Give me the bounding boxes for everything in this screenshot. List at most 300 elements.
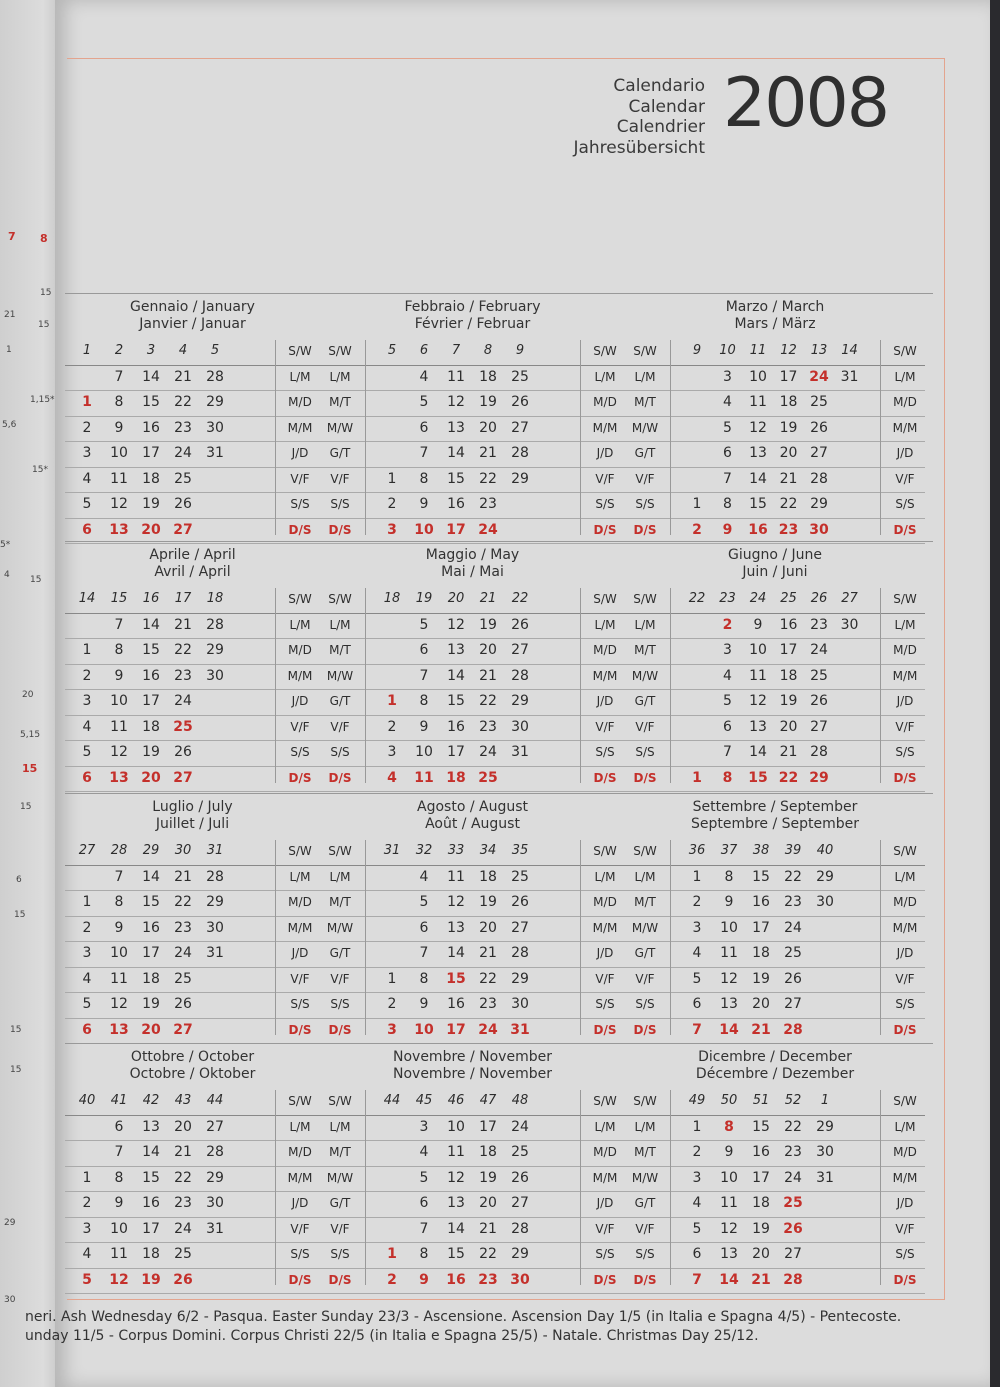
week-number: 28 <box>110 843 128 858</box>
week-number: 46 <box>447 1093 465 1108</box>
day-number: 20 <box>479 642 497 658</box>
weekday-label: J/D <box>291 694 309 708</box>
month-title-line: Août / August <box>425 816 520 832</box>
month-title <box>625 799 925 833</box>
left-page-number: 1 <box>6 345 12 355</box>
day-number: 31 <box>510 1021 530 1038</box>
day-number: 2 <box>692 1144 702 1160</box>
month-title-line: Settembre / September <box>692 799 858 815</box>
weekday-label: V/F <box>635 471 655 486</box>
day-number: 25 <box>511 1144 529 1160</box>
day-number: 24 <box>810 642 828 658</box>
day-row <box>65 468 320 494</box>
footnote-line-2: unday 11/5 - Corpus Domini. Corpus Christi 22/5 (in Italia e Spagna 25/5) - Natale. Christmas Day 25/12. <box>25 1328 759 1344</box>
week-number: 24 <box>749 591 767 606</box>
day-number: 31 <box>206 945 224 961</box>
month-title <box>320 799 625 833</box>
weekday-label: V/F <box>595 1221 615 1236</box>
day-number: 29 <box>511 470 529 487</box>
column-divider <box>275 588 276 783</box>
day-number: 20 <box>479 919 497 936</box>
column-divider <box>580 840 581 1035</box>
month-title-line: Février / Februar <box>414 316 531 332</box>
left-page-number: 15* <box>32 465 48 475</box>
day-row <box>65 366 320 392</box>
week-number: 14 <box>841 343 858 358</box>
day-number: 2 <box>82 1195 92 1211</box>
day-number: 30 <box>511 996 529 1012</box>
day-number: 20 <box>779 445 798 461</box>
weekday-label: J/D <box>896 694 914 708</box>
week-number: 14 <box>78 591 96 606</box>
weekday-label: S/W <box>288 844 312 858</box>
day-number: 16 <box>752 894 770 910</box>
day-number: 16 <box>142 1195 160 1211</box>
month-block <box>65 293 320 543</box>
day-row <box>65 690 320 716</box>
day-row <box>65 891 320 917</box>
weekday-label: S/W <box>288 1094 312 1108</box>
week-number: 12 <box>780 343 797 358</box>
weekday-label: L/M <box>594 869 616 884</box>
day-number: 27 <box>810 718 828 735</box>
weekday-label: S/S <box>635 745 655 759</box>
weekday-label: M/M <box>892 920 918 935</box>
weekday-label: M/T <box>634 895 656 909</box>
weekday-label: M/D <box>593 895 617 909</box>
month-block <box>320 793 625 1043</box>
day-number: 9 <box>114 419 124 436</box>
day-number: 21 <box>779 470 798 487</box>
day-number: 12 <box>447 394 465 410</box>
day-number: 14 <box>142 368 160 385</box>
week-number: 45 <box>415 1093 433 1108</box>
weekday-label: M/T <box>329 395 351 409</box>
day-number: 19 <box>752 970 770 987</box>
day-number: 29 <box>816 868 834 885</box>
weekday-label: S/S <box>330 1247 350 1261</box>
weekday-label: S/S <box>290 1247 310 1261</box>
day-number: 5 <box>419 394 429 410</box>
week-number: 35 <box>511 843 529 858</box>
weekday-label: S/S <box>635 497 655 511</box>
column-divider <box>580 1090 581 1285</box>
day-number: 3 <box>82 1220 92 1237</box>
weekday-label: G/T <box>634 694 656 708</box>
day-number: 6 <box>114 1118 124 1135</box>
day-number: 30 <box>840 616 859 633</box>
weekday-label: J/D <box>596 946 614 960</box>
week-number: 6 <box>419 343 429 358</box>
day-number: 4 <box>419 1144 429 1160</box>
day-number: 21 <box>174 1144 192 1160</box>
day-number: 11 <box>110 1246 128 1262</box>
weekday-label: M/M <box>592 420 618 435</box>
weekday-label: L/M <box>894 869 916 884</box>
weekday-label: S/W <box>328 844 352 858</box>
weekday-label: D/S <box>893 770 917 785</box>
day-number: 21 <box>479 445 497 461</box>
day-number: 12 <box>447 616 465 633</box>
weekday-label: M/T <box>634 1145 656 1159</box>
day-number: 16 <box>748 521 768 538</box>
week-number: 22 <box>688 591 706 606</box>
day-number: 27 <box>173 521 193 538</box>
weekday-label: M/D <box>288 895 312 909</box>
week-number: 50 <box>720 1093 738 1108</box>
day-number: 4 <box>82 470 92 487</box>
weekday-label: D/S <box>893 1272 917 1287</box>
day-number: 9 <box>419 496 429 512</box>
day-number: 16 <box>142 667 160 684</box>
day-number: 16 <box>142 419 160 436</box>
weekday-label: V/F <box>595 719 615 734</box>
day-number: 26 <box>511 616 529 633</box>
left-page-number: 5,15 <box>20 730 41 740</box>
day-number: 17 <box>447 744 465 760</box>
day-row <box>65 1269 320 1295</box>
day-number: 25 <box>511 868 529 885</box>
day-number: 14 <box>719 1271 739 1288</box>
weekday-label: M/D <box>593 395 617 409</box>
week-number-row <box>65 1090 320 1116</box>
weekday-label: L/M <box>329 369 351 384</box>
day-number: 22 <box>784 868 802 885</box>
day-number: 17 <box>752 919 770 936</box>
week-number: 1 <box>82 343 92 358</box>
month-title-line: Aprile / April <box>149 547 236 563</box>
day-number: 3 <box>419 1118 429 1135</box>
weekday-label: S/S <box>635 997 655 1011</box>
month-title <box>625 299 925 333</box>
week-number: 22 <box>511 591 529 606</box>
day-number: 12 <box>720 1220 738 1237</box>
day-number: 3 <box>723 642 732 658</box>
left-page-number: 30 <box>4 1295 16 1305</box>
day-number: 12 <box>447 894 465 910</box>
month-block <box>65 793 320 1043</box>
day-number: 4 <box>692 1195 702 1211</box>
weekday-label: S/W <box>633 1094 657 1108</box>
day-number: 14 <box>719 1021 739 1038</box>
week-number: 8 <box>483 343 493 358</box>
day-number: 11 <box>447 1144 465 1160</box>
week-number: 34 <box>479 843 497 858</box>
column-divider <box>365 1090 366 1285</box>
day-number: 11 <box>749 667 767 684</box>
day-number: 29 <box>816 1118 834 1135</box>
day-number: 1 <box>387 970 397 987</box>
month-title-line: Giugno / June <box>727 547 823 563</box>
day-number: 11 <box>414 769 434 786</box>
day-number: 24 <box>174 945 192 961</box>
day-number: 28 <box>810 744 828 760</box>
day-number: 3 <box>723 368 732 385</box>
month-block <box>320 293 625 543</box>
week-number: 2 <box>114 343 124 358</box>
week-number: 1 <box>820 1093 830 1108</box>
day-number: 4 <box>82 970 92 987</box>
day-number: 21 <box>174 616 192 633</box>
weekday-label: M/M <box>287 668 313 683</box>
day-number: 27 <box>511 1195 529 1211</box>
weekday-label: S/W <box>893 1094 917 1108</box>
column-divider <box>580 588 581 783</box>
day-number: 30 <box>510 1271 530 1288</box>
month-grid <box>65 588 320 792</box>
left-page-number: 20 <box>22 690 34 700</box>
weekday-label: S/W <box>593 344 617 358</box>
month-title-line: Maggio / May <box>425 547 520 563</box>
weekday-label: L/M <box>289 617 311 632</box>
day-number: 23 <box>479 718 497 735</box>
day-number: 24 <box>511 1118 529 1135</box>
day-number: 26 <box>511 394 529 410</box>
day-number: 29 <box>206 894 224 910</box>
day-number: 21 <box>779 744 798 760</box>
weekday-label: S/W <box>593 1094 617 1108</box>
weekday-label: J/D <box>896 1196 914 1210</box>
day-number: 7 <box>114 368 124 385</box>
weekday-label: V/F <box>635 1221 655 1236</box>
day-number: 23 <box>810 616 828 633</box>
title-english: Calendar <box>628 96 705 117</box>
left-page-number: 4 <box>4 570 10 580</box>
left-page-number: 15 <box>14 910 26 920</box>
day-row <box>65 614 320 640</box>
week-number: 19 <box>415 591 433 606</box>
day-row <box>65 1019 320 1045</box>
quarter-separator <box>65 1043 933 1044</box>
day-number: 6 <box>82 769 92 786</box>
week-number: 18 <box>383 591 401 606</box>
day-number: 9 <box>419 718 429 735</box>
day-number: 27 <box>784 996 802 1012</box>
left-page-number: 15 <box>40 288 52 298</box>
day-row <box>65 866 320 892</box>
day-number: 16 <box>447 496 465 512</box>
weekday-label: V/F <box>635 719 655 734</box>
month-title-line: Novembre / November <box>393 1049 552 1065</box>
day-number: 10 <box>414 1021 434 1038</box>
day-number: 22 <box>479 470 497 487</box>
week-number: 30 <box>174 843 192 858</box>
day-row <box>65 993 320 1019</box>
day-number: 18 <box>779 394 798 410</box>
day-number: 25 <box>810 394 828 410</box>
day-number: 14 <box>142 868 160 885</box>
day-number: 8 <box>419 970 429 987</box>
day-number: 21 <box>751 1271 771 1288</box>
month-title <box>320 547 625 581</box>
day-number: 27 <box>511 919 529 936</box>
weekday-label: D/S <box>633 1272 657 1287</box>
day-number: 9 <box>753 616 763 633</box>
day-number: 15 <box>142 394 160 410</box>
day-number: 16 <box>447 996 465 1012</box>
weekday-label: V/F <box>595 971 615 986</box>
day-number: 27 <box>810 445 828 461</box>
day-number: 25 <box>173 718 193 735</box>
weekday-label: J/D <box>291 946 309 960</box>
day-row <box>65 1116 320 1142</box>
day-number: 14 <box>447 1220 465 1237</box>
weekday-label: J/D <box>596 1196 614 1210</box>
day-number: 13 <box>749 445 767 461</box>
day-number: 28 <box>206 868 224 885</box>
left-page-number: 1,15* <box>30 395 55 405</box>
day-number: 11 <box>447 368 465 385</box>
day-number: 24 <box>478 1021 498 1038</box>
day-number: 17 <box>779 368 798 385</box>
day-number: 15 <box>142 894 160 910</box>
week-number: 33 <box>447 843 465 858</box>
day-number: 4 <box>82 1246 92 1262</box>
day-row <box>65 767 320 793</box>
day-number: 2 <box>692 521 702 538</box>
day-number: 18 <box>752 945 770 961</box>
day-number: 18 <box>142 1246 160 1262</box>
weekday-label: V/F <box>330 471 350 486</box>
day-row <box>65 1218 320 1244</box>
day-row <box>65 716 320 742</box>
day-number: 17 <box>446 1021 466 1038</box>
day-number: 2 <box>387 718 397 735</box>
day-number: 28 <box>206 616 224 633</box>
weekday-label: S/S <box>330 497 350 511</box>
weekday-label: M/T <box>329 643 351 657</box>
day-number: 26 <box>511 894 529 910</box>
day-number: 7 <box>419 445 429 461</box>
day-number: 18 <box>479 368 497 385</box>
weekday-label: M/M <box>592 1170 618 1185</box>
day-number: 29 <box>511 970 529 987</box>
day-number: 3 <box>82 945 92 961</box>
day-number: 1 <box>82 642 92 658</box>
left-page-number: 29 <box>4 1218 16 1228</box>
month-block <box>320 541 625 791</box>
week-number: 37 <box>720 843 738 858</box>
month-title-line: Agosto / August <box>417 799 528 815</box>
day-number: 14 <box>749 744 767 760</box>
day-number: 2 <box>387 1271 397 1288</box>
week-number: 47 <box>479 1093 497 1108</box>
day-number: 30 <box>816 894 834 910</box>
day-number: 13 <box>447 419 465 436</box>
day-number: 20 <box>479 1195 497 1211</box>
month-block <box>625 293 925 543</box>
weekday-label: S/S <box>635 1247 655 1261</box>
month-block <box>625 1043 925 1293</box>
week-number: 41 <box>110 1093 128 1108</box>
weekday-label: S/S <box>290 997 310 1011</box>
day-number: 8 <box>114 642 124 658</box>
week-number: 7 <box>451 343 461 358</box>
quarter-separator <box>65 793 933 794</box>
weekday-label: D/S <box>288 522 312 537</box>
day-number: 1 <box>387 470 397 487</box>
weekday-label: J/D <box>596 694 614 708</box>
day-number: 6 <box>419 642 429 658</box>
day-number: 8 <box>419 470 429 487</box>
left-page-number: 15 <box>30 575 42 585</box>
weekday-label: S/S <box>895 1247 915 1261</box>
day-number: 3 <box>387 521 397 538</box>
day-number: 19 <box>479 616 497 633</box>
weekday-label: M/W <box>631 920 659 935</box>
weekday-label: L/M <box>329 1119 351 1134</box>
week-number: 18 <box>206 591 224 606</box>
day-number: 18 <box>752 1195 770 1211</box>
day-number: 19 <box>142 744 160 760</box>
month-title-line: Avril / April <box>154 564 231 580</box>
week-number: 11 <box>749 343 767 358</box>
column-divider <box>880 588 881 783</box>
day-number: 14 <box>447 945 465 961</box>
day-number: 13 <box>142 1118 160 1135</box>
day-number: 12 <box>749 693 767 709</box>
weekday-label: M/T <box>634 395 656 409</box>
month-title-line: Febbraio / February <box>404 299 541 315</box>
month-title-line: Ottobre / October <box>130 1049 255 1065</box>
day-number: 31 <box>206 445 224 461</box>
month-title-line: Mai / Mai <box>441 564 504 580</box>
header-titles <box>545 76 705 158</box>
weekday-label: S/S <box>330 997 350 1011</box>
day-number: 9 <box>724 894 734 910</box>
day-number: 28 <box>511 1220 529 1237</box>
day-number: 30 <box>511 718 529 735</box>
day-number: 20 <box>174 1118 192 1135</box>
day-number: 25 <box>783 1195 803 1211</box>
day-number: 22 <box>778 769 799 786</box>
day-number: 29 <box>206 642 224 658</box>
day-number: 25 <box>174 970 192 987</box>
day-number: 5 <box>723 419 732 436</box>
left-page-number: 21 <box>4 310 16 320</box>
weekday-label: L/M <box>894 617 916 632</box>
day-number: 7 <box>692 1021 702 1038</box>
day-number: 6 <box>723 718 732 735</box>
day-number: 11 <box>720 945 738 961</box>
week-number: 20 <box>447 591 465 606</box>
weekday-label: L/M <box>594 1119 616 1134</box>
column-divider <box>880 1090 881 1285</box>
day-number: 16 <box>447 718 465 735</box>
day-row <box>65 417 320 443</box>
weekday-label: G/T <box>329 1196 351 1210</box>
weekday-label: L/M <box>289 869 311 884</box>
day-number: 4 <box>419 368 429 385</box>
weekday-label: D/S <box>288 1022 312 1037</box>
column-divider <box>880 840 881 1035</box>
day-number: 2 <box>82 919 92 936</box>
day-row <box>65 942 320 968</box>
day-number: 7 <box>723 470 732 487</box>
day-number: 29 <box>206 394 224 410</box>
day-number: 28 <box>783 1021 803 1038</box>
month-block <box>320 1043 625 1293</box>
day-number: 27 <box>173 769 193 786</box>
day-number: 5 <box>82 1271 92 1288</box>
week-number: 52 <box>784 1093 802 1108</box>
day-number: 11 <box>720 1195 738 1211</box>
day-number: 23 <box>174 919 192 936</box>
day-number: 15 <box>749 496 767 512</box>
week-number: 10 <box>719 343 736 358</box>
day-number: 14 <box>142 616 160 633</box>
day-number: 11 <box>110 470 128 487</box>
